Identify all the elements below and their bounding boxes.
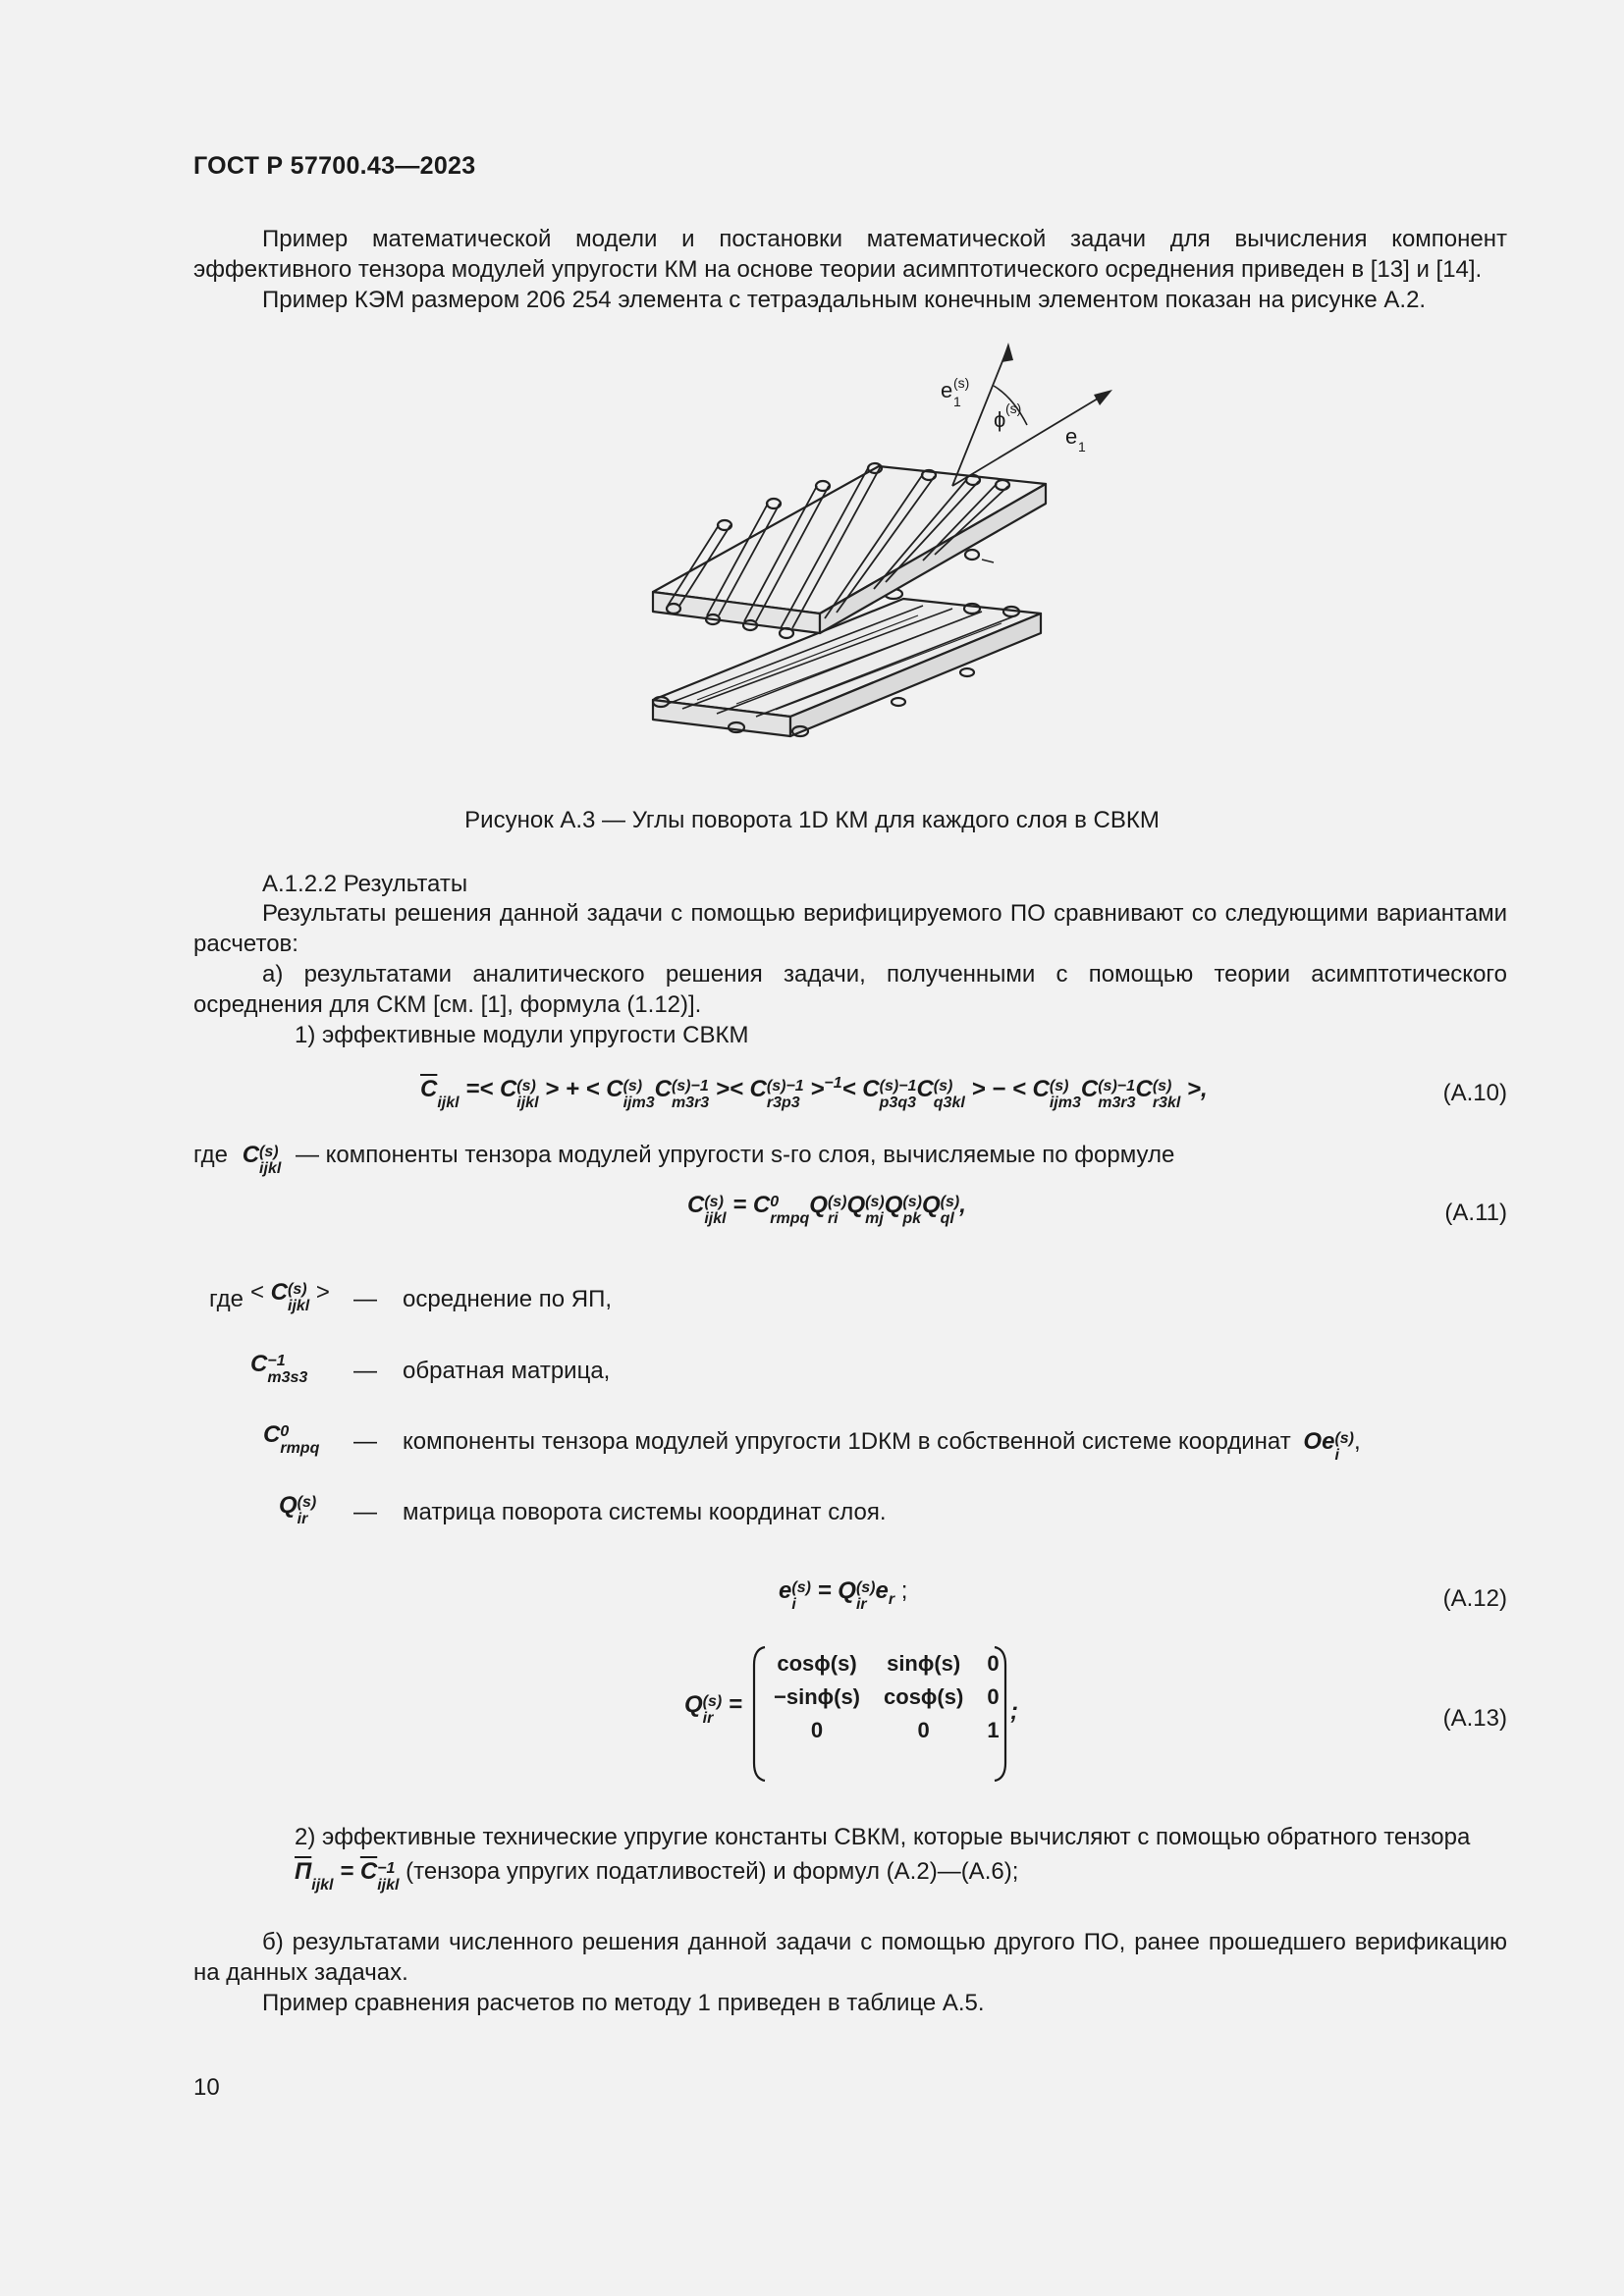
matrix-cell: 0 <box>987 1684 1000 1709</box>
matrix-semicolon: ; <box>1010 1698 1018 1725</box>
matrix-cell: 0 <box>917 1718 930 1742</box>
label-e1s: e <box>941 378 953 402</box>
where-line-1: где C (s) ijkl — компоненты тензора модулей упругости s-го слоя, вычисляемые по формуле <box>193 1142 1175 1177</box>
matrix-cell: cosϕ(s) <box>884 1684 964 1709</box>
legend-text-avg: осреднение по ЯП, <box>403 1286 613 1312</box>
paragraph-model: Пример математической модели и постановки математической задачи для вычисления компонент эффективного тензора модулей упругости КМ на основе теории асимптотического осреднения приведен в [13] и [14]. <box>193 226 1507 283</box>
matrix-cell: 0 <box>810 1718 824 1742</box>
matrix-right-bracket <box>993 1645 1008 1783</box>
legend-dash-4: — <box>353 1499 377 1525</box>
paragraph-results: Результаты решения данной задачи с помощью верифицируемого ПО сравнивают со следующими вариантами расчетов: <box>193 900 1507 957</box>
equation-a10: $\overline{C}$ ijkl =< C (s) ijkl > + < C (s) ijm3 C (s)−1 m3r3 >< C (s)−1 r3p3 >$^{-1}$< C (s)−1 p3q3 C (s) q3kl > − < C (s) ijm3 C (s)−1 m3r3 C (s) r3kl >, <box>420 1075 1208 1111</box>
equation-a11: C (s) ijkl = C 0 rmpq Q (s) ri Q (s) mj Q (s) pk Q (s) ql , <box>687 1192 966 1227</box>
label-phi: ϕ <box>994 407 1006 432</box>
where-description: — компоненты тензора модулей упругости s-го слоя, вычисляемые по формуле <box>295 1142 1175 1168</box>
label-e1s-sup: (s) <box>953 375 970 391</box>
label-e1s-sub: 1 <box>953 394 961 409</box>
equation-number-a13: (А.13) <box>1442 1705 1507 1732</box>
matrix-cell: −sinϕ(s) <box>774 1684 861 1709</box>
matrix-cell: sinϕ(s) <box>887 1651 961 1676</box>
where-word: где <box>193 1142 229 1168</box>
paragraph-comparison: Пример сравнения расчетов по методу 1 приведен в таблице А.5. <box>262 1990 985 2016</box>
section-heading: А.1.2.2 Результаты <box>262 871 468 897</box>
label-e1-sub: 1 <box>1078 439 1086 454</box>
equation-a12: e (s) i = Q (s) ir $e_r$ ; <box>779 1577 908 1613</box>
equation-a13-lhs: Q (s) ir = <box>684 1691 742 1727</box>
matrix-cell: 0 <box>987 1651 1000 1676</box>
legend-symbol-c0: C 0 rmpq <box>263 1421 320 1457</box>
legend-symbol-avg: < C (s) ijkl > <box>250 1279 330 1314</box>
item-2-line1: 2) эффективные технические упругие константы СВКМ, которые вычисляют с помощью обратного тензора <box>295 1824 1471 1850</box>
legend-text-c0: компоненты тензора модулей упругости 1DКМ в собственной системе координат Oe (s) i , <box>403 1428 1361 1464</box>
equation-number-a10: (А.10) <box>1442 1080 1507 1106</box>
paragraph-kem-example: Пример КЭМ размером 206 254 элемента с тетраэдальным конечным элементом показан на рисунке А.2. <box>262 287 1427 313</box>
legend-dash-3: — <box>353 1428 377 1455</box>
legend-symbol-q: Q (s) ir <box>279 1492 317 1527</box>
legend-dash-1: — <box>353 1286 377 1312</box>
item-2-line2: П ijkl = $\overline{C}$ −1 ijkl (тензора упругих податливостей) и формул (А.2)—(А.6); <box>295 1858 1019 1894</box>
legend-symbol-inverse: C −1 m3s3 <box>250 1351 308 1386</box>
label-e1: e <box>1065 424 1078 449</box>
matrix-cell: cosϕ(s) <box>777 1651 857 1676</box>
matrix-cell: 1 <box>987 1718 1000 1742</box>
item-b: б) результатами численного решения данной задачи с помощью другого ПО, ранее прошедшего верификацию на данных задачах. <box>193 1929 1507 1986</box>
equation-number-a12: (А.12) <box>1442 1585 1507 1612</box>
figure-layers-diagram <box>628 329 1139 780</box>
equation-number-a11: (А.11) <box>1444 1200 1507 1226</box>
legend-text-q: матрица поворота системы координат слоя. <box>403 1499 887 1525</box>
legend-text-inverse: обратная матрица, <box>403 1358 611 1384</box>
figure-caption: Рисунок А.3 — Углы поворота 1D КМ для каждого слоя в СВКМ <box>464 807 1160 833</box>
legend-dash-2: — <box>353 1358 377 1384</box>
legend-where: где <box>209 1286 244 1312</box>
label-phi-sup: (s) <box>1005 400 1022 416</box>
item-1: 1) эффективные модули упругости СВКМ <box>295 1022 749 1048</box>
page-number: 10 <box>193 2074 220 2101</box>
item-a: а) результатами аналитического решения задачи, полученными с помощью теории асимптотического осреднения для СКМ [см. [1], формула (1.12)]. <box>193 961 1507 1018</box>
rotation-matrix <box>762 1647 1011 1747</box>
document-header: ГОСТ Р 57700.43—2023 <box>193 152 476 180</box>
